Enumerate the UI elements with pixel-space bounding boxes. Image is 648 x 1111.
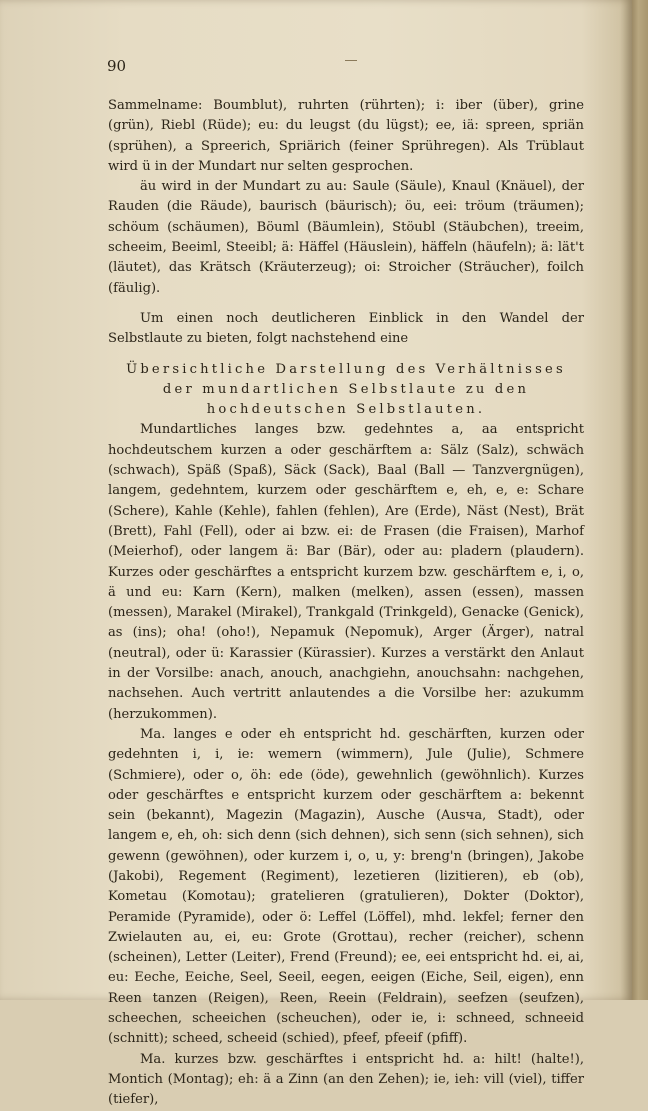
paragraph-2: äu wird in der Mundart zu au: Saule (Säule), Knaul (Knäuel), der Rauden (die Räude), baurisch (bäurisch); öu, eei: tröum (träumen); schöum (schäumen), Böuml (Bäumlein), Stöubl (Stäubchen), treeim, scheeim, Beeiml, Steeibl; ä: Häffel (Häuslein), häffeln (häufeln); ä: lät't (läutet), das Krätsch (Kräuterzeug); oi: Stroicher (Sträucher), foilch (fäulig). [108, 179, 584, 296]
paragraph-1: Sammelname: Boumblut), ruhrten (rührten); i: iber (über), grine (grün), Riebl (Rüde); eu: du leugst (du lügst); ee, iä: spreen, spriän (sprühen), a Spreerich, Spriärich (feiner Sprühregen). Als Trüblaut wird ü in der Mundart nur selten gesprochen. [108, 98, 584, 174]
section-heading: Übersichtliche Darstellung des Verhältnisses der mundartlichen Selbstlaute zu den hochdeutschen Selbstlauten. [126, 361, 566, 418]
page-body [108, 96, 584, 1111]
paragraph-3: Um einen noch deutlicheren Einblick in den Wandel der Selbstlaute zu bieten, folgt nachstehend eine [108, 310, 584, 347]
page-number: 90 [107, 57, 127, 75]
paragraph-6: Ma. kurzes bzw. geschärftes i entspricht hd. a: hilt! (halte!), Montich (Montag); eh: ä a Zinn (an den Zehen); ie, ieh: vill (viel), tiffer (tiefer), [108, 1051, 584, 1108]
page-gutter-shadow [620, 0, 632, 1000]
book-edge [632, 0, 648, 1000]
paragraph-4: Mundartliches langes bzw. gedehntes a, aa entspricht hochdeutschem kurzen a oder geschärftem a: Sälz (Salz), schwäch (schwach), Späß (Spaß), Säck (Sack), Baal (Ball — Tanzvergnügen), langem, gedehntem, kurzem oder geschärftem e, eh, e, e: Schare (Schere), Kahle (Kehle), fahlen (fehlen), Are (Erde), Näst (Nest), Brät (Brett), Fahl (Fell), oder ai bzw. ei: de Frasen (die Fraisen), Marhof (Meierhof), oder langem ä: Bar (Bär), oder au: pladern (plaudern). Kurzes oder geschärftes a entspricht kurzem bzw. geschärftem e, i, o, ä und eu: Karn (Kern), malken (melken), assen (essen), massen (messen), Marakel (Mirakel), Trankgald (Trinkgeld), Genacke (Genick), as (ins); oha! (oho!), Nepamuk (Nepomuk), Arger (Ärger), natral (neutral), oder ü: Karassier (Kürassier). Kurzes a verstärkt den Anlaut in der Vorsilbe: anach, anouch, anachgiehn, anouchsahn: nachgehen, nachsehen. Auch vertritt anlautendes a die Vorsilbe her: azukumm (herzukommen). [108, 422, 584, 722]
paragraph-5: Ma. langes e oder eh entspricht hd. geschärften, kurzen oder gedehnten i, i, ie: wemern (wimmern), Jule (Julie), Schmere (Schmiere), oder o, öh: ede (öde), gewehnlich (gewöhnlich). Kurzes oder geschärftes e entspricht kurzem oder geschärftem a: bekennt sein (bekannt), Magezin (Magazin), Ausche (Ausча, Stadt), oder langem e, eh, oh: sich denn (sich dehnen), sich senn (sich sehnen), sich gewenn (gewöhnen), oder kurzem i, o, u, y: breng'n (bringen), Jakobe (Jakobi), Regement (Regiment), lezetieren (lizitieren), eb (ob), Kometau (Komotau); gratelieren (gratulieren), Dokter (Doktor), Peramide (Pyramide), oder ö: Leffel (Löffel), mhd. lekfel; ferner den Zwielauten au, ei, eu: Grote (Grottau), recher (reicher), schenn (scheinen), Letter (Leiter), Frend (Freund); ee, eei entspricht hd. ei, ai, eu: Eeche, Eeiche, Seel, Seeil, eegen, eeigen (Eiche, Seil, eigen), enn Reen tanzen (Reigen), Reen, Reein (Feldrain), seefzen (seufzen), scheechen, scheeichen (scheuchen), oder ie, i: schneed, schneeid (schnitt); scheed, scheeid (schied), pfeef, pfeeif (pfiff). [108, 726, 584, 1047]
header-mark [345, 60, 357, 61]
